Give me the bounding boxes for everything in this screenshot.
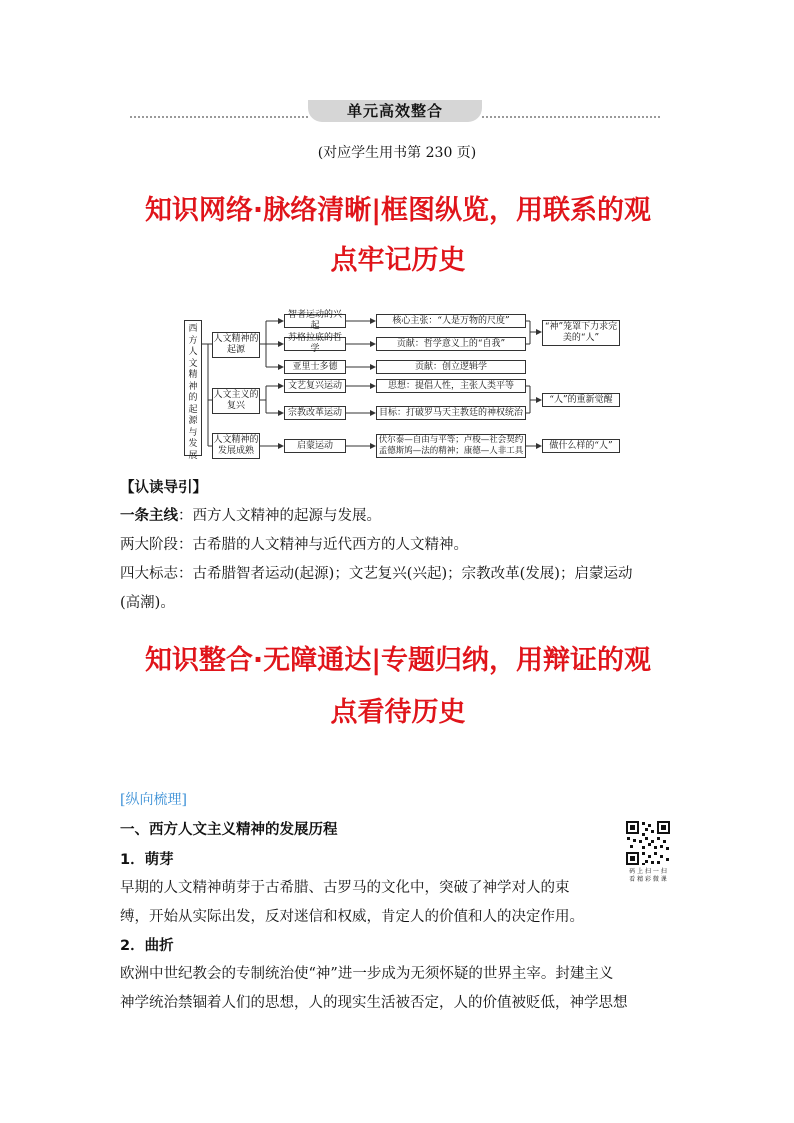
detail-socrates: 贡献：哲学意义上的“自我” (376, 337, 526, 351)
guide-line3a: 四大标志：古希腊智者运动(起源)；文艺复兴(兴起)；宗教改革(发展)；启蒙运动 (120, 566, 633, 582)
content-para2a: 欧洲中世纪教会的专制统治使“神”进一步成为无须怀疑的世界主宰。封建主义 (120, 966, 614, 982)
guide-line3b: (高潮)。 (120, 595, 175, 611)
detail-enlightenment-line1: 伏尔泰—自由与平等；卢梭—社会契约 (378, 435, 524, 445)
content-sub1: 1．萌芽 (120, 852, 174, 868)
detail-enlightenment (376, 434, 526, 458)
banner-dots-right (482, 116, 660, 118)
section1-title-line2: 点牢记历史 (330, 245, 466, 276)
guide-line1-value: ：西方人文精神的起源与发展。 (178, 508, 381, 524)
guide-line2: 两大阶段：古希腊的人文精神与近代西方的人文精神。 (120, 537, 468, 553)
section2-title-line1: 知识整合·无障通达|专题归纳，用辩证的观 (144, 645, 652, 676)
diagram-root: 西方人文精神的起源与发展 (184, 320, 202, 456)
event-socrates: 苏格拉底的哲学 (284, 337, 346, 351)
banner-title: 单元高效整合 (308, 100, 482, 122)
section1-title-line1: 知识网络·脉络清晰|框图纵览，用联系的观 (144, 195, 652, 226)
content-heading1: 一、西方人文主义精神的发展历程 (120, 822, 338, 838)
detail-reformation: 目标：打破罗马天主教廷的神权统治 (376, 406, 526, 420)
branch-maturity: 人文精神的发展成熟 (212, 433, 260, 459)
result-reawakening: “人”的重新觉醒 (542, 393, 620, 407)
branch-revival: 人文主义的复兴 (212, 388, 260, 414)
result-perfect-human: “神”笼罩下力求完美的“人” (542, 320, 620, 346)
qr-caption-line2: 看 精 彩 微 课 (629, 876, 667, 883)
detail-enlightenment-line2: 孟德斯鸠—法的精神；康德—人非工具 (378, 446, 524, 456)
branch-origin: 人文精神的起源 (212, 332, 260, 358)
guide-label (120, 476, 680, 500)
section2-title-line2: 点看待历史 (330, 697, 466, 728)
content-tag: [纵向梳理] (120, 792, 187, 808)
event-enlightenment: 启蒙运动 (284, 439, 346, 453)
knowledge-diagram (180, 312, 620, 462)
banner-dots-left (130, 116, 308, 118)
guide-label-text: 【认读导引】 (120, 480, 207, 496)
detail-sophists: 核心主张：“人是万物的尺度” (376, 314, 526, 328)
content-para1a: 早期的人文精神萌芽于古希腊、古罗马的文化中，突破了神学对人的束 (120, 880, 570, 896)
guide-line1 (120, 504, 680, 528)
content-sub2: 2．曲折 (120, 938, 174, 954)
detail-aristotle: 贡献：创立逻辑学 (376, 360, 526, 374)
page-reference: (对应学生用书第 230 页) (317, 145, 477, 161)
detail-renaissance: 思想：提倡人性，主张人类平等 (376, 379, 526, 393)
event-reformation: 宗教改革运动 (284, 406, 346, 420)
event-renaissance: 文艺复兴运动 (284, 379, 346, 393)
unit-banner (130, 100, 660, 126)
guide-line1-key: 一条主线 (120, 508, 178, 524)
event-aristotle: 亚里士多德 (284, 360, 346, 374)
event-sophists: 智者运动的兴起 (284, 314, 346, 328)
result-what-human: 做什么样的“人” (542, 439, 620, 453)
qr-caption-line1: 码 上 扫 一 扫 (629, 868, 667, 875)
content-para2b: 神学统治禁锢着人们的思想，人的现实生活被否定，人的价值被贬低，神学思想 (120, 995, 628, 1011)
content-para1b: 缚，开始从实际出发，反对迷信和权威，肯定人的价值和人的决定作用。 (120, 909, 584, 925)
